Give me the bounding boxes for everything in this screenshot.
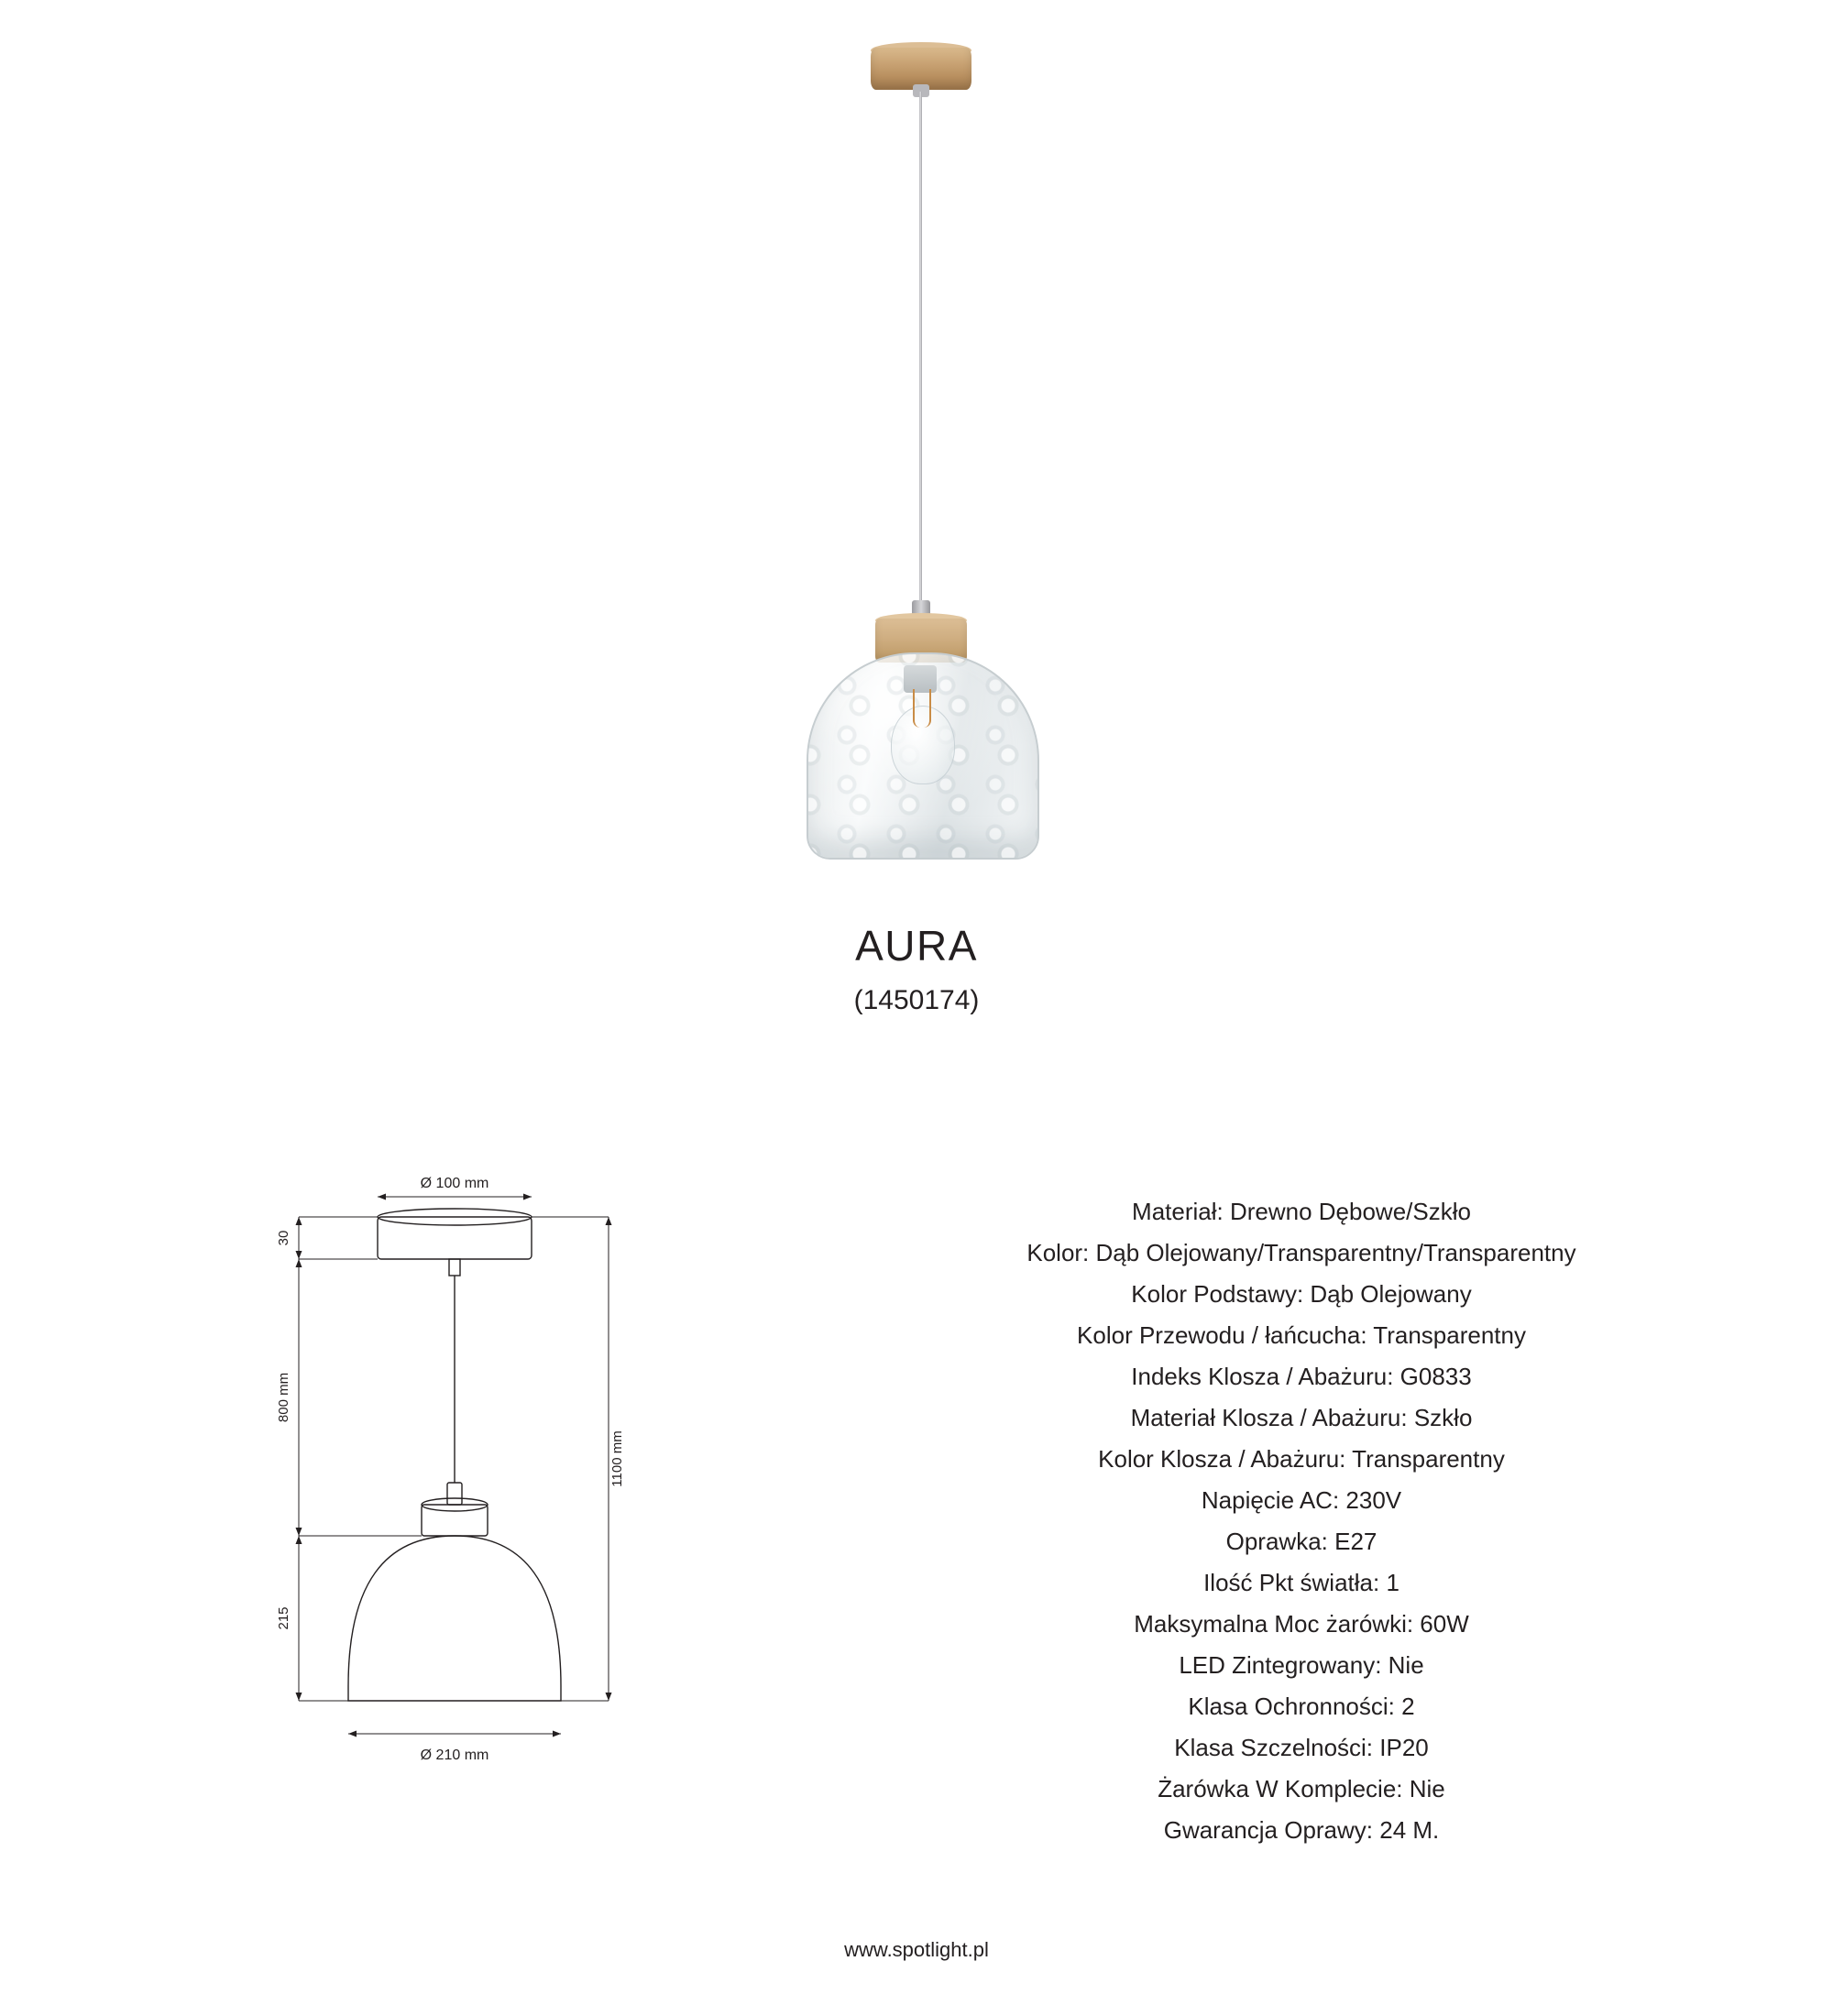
spec-item: Materiał: Drewno Dębowe/Szkło <box>1132 1198 1471 1225</box>
spec-item: Indeks Klosza / Abażuru: G0833 <box>1131 1363 1472 1390</box>
footer <box>0 1938 1833 1962</box>
spec-item: Oprawka: E27 <box>1225 1528 1377 1555</box>
spec-item: Materiał Klosza / Abażuru: Szkło <box>1130 1404 1473 1431</box>
spec-item: Kolor: Dąb Olejowany/Transparentny/Transparentny <box>1026 1239 1576 1266</box>
spec-item: Żarówka W Komplecie: Nie <box>1158 1775 1445 1802</box>
spec-item: Klasa Ochronności: 2 <box>1188 1693 1415 1720</box>
dimension-bottom-diameter: Ø 210 mm <box>420 1748 489 1763</box>
bulb-filament <box>913 689 931 728</box>
technical-drawing <box>266 1173 651 1869</box>
dimension-canopy-height: 30 <box>276 1230 291 1246</box>
dimension-total-height: 1100 mm <box>609 1430 625 1487</box>
page-title: AURA <box>855 922 978 970</box>
product-title-block <box>0 921 1833 1016</box>
spec-item: Kolor Klosza / Abażuru: Transparentny <box>1098 1445 1505 1473</box>
spec-item: Klasa Szczelności: IP20 <box>1174 1734 1429 1761</box>
spec-item: Ilość Pkt światła: 1 <box>1203 1569 1399 1596</box>
dimension-shade-height: 215 <box>276 1606 291 1630</box>
dimension-cord-length: 800 mm <box>276 1372 291 1423</box>
spec-item: Kolor Przewodu / łańcucha: Transparentny <box>1077 1321 1526 1349</box>
spec-item: Napięcie AC: 230V <box>1201 1486 1402 1514</box>
spec-item: Gwarancja Oprawy: 24 M. <box>1163 1816 1440 1844</box>
product-code: (1450174) <box>853 985 980 1015</box>
specifications-list <box>916 1191 1686 1851</box>
product-photo <box>0 0 1833 907</box>
spec-item: Kolor Podstawy: Dąb Olejowany <box>1131 1280 1472 1308</box>
spec-item: LED Zintegrowany: Nie <box>1179 1651 1424 1679</box>
dimension-top-diameter: Ø 100 mm <box>420 1176 489 1191</box>
spec-item: Maksymalna Moc żarówki: 60W <box>1134 1610 1469 1638</box>
website-url[interactable]: www.spotlight.pl <box>844 1938 989 1961</box>
suspension-cord <box>919 92 922 619</box>
